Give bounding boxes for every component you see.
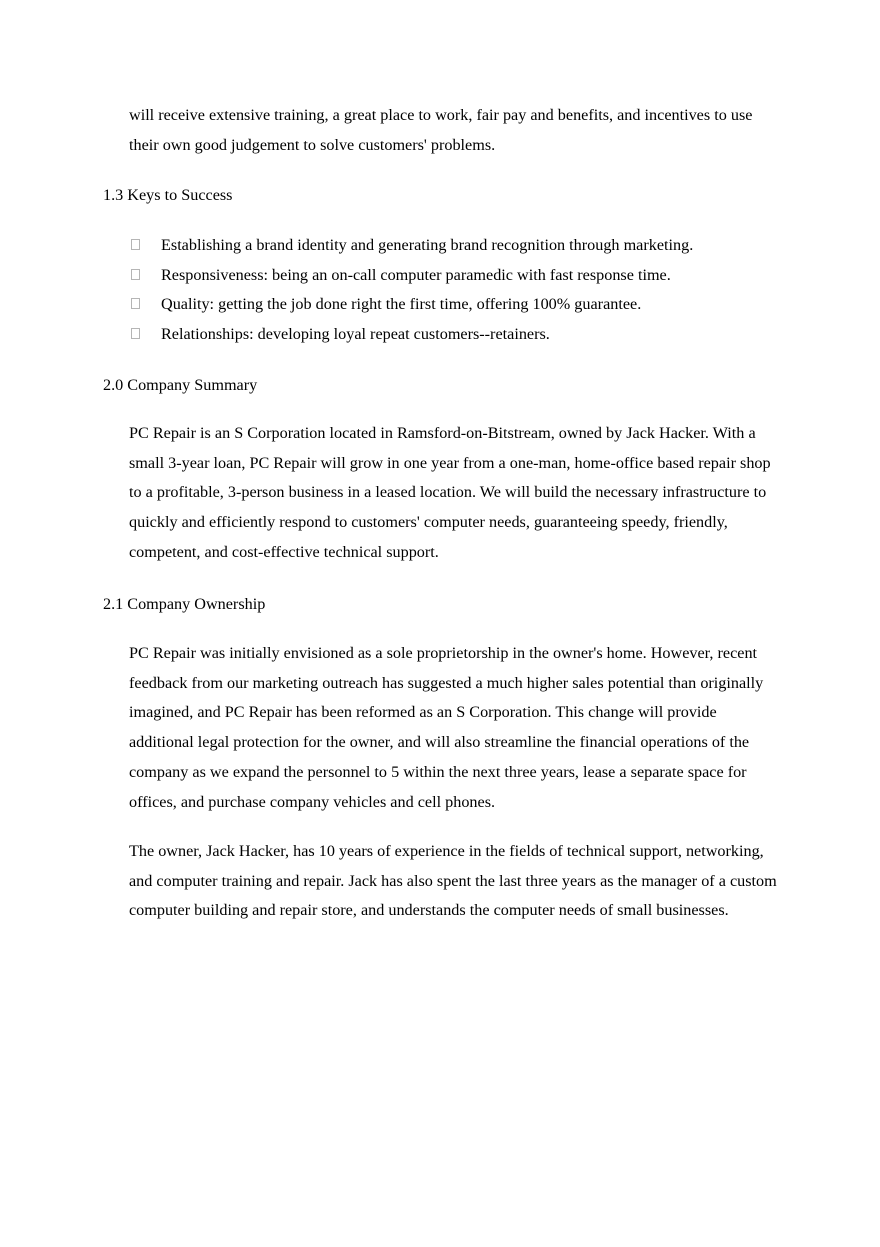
paragraph-line: computer building and repair store, and understands the computer needs of small businesses. (129, 901, 729, 920)
bullet-icon (131, 239, 140, 250)
paragraph-line: imagined, and PC Repair has been reformed as an S Corporation. This change will provide (129, 703, 717, 722)
paragraph-line: and computer training and repair. Jack has also spent the last three years as the manager of a custom (129, 871, 777, 890)
paragraph-line: feedback from our marketing outreach has suggested a much higher sales potential than originally (129, 673, 764, 692)
paragraph-line: offices, and purchase company vehicles and cell phones. (129, 792, 496, 811)
section-heading-company-ownership: 2.1 Company Ownership (103, 595, 266, 613)
paragraph-line: to a profitable, 3-person business in a leased location. We will build the necessary infrastructure to (129, 483, 767, 502)
paragraph-line: additional legal protection for the owner, and will also streamline the financial operations of the (129, 733, 750, 752)
keys-bullet-list (129, 234, 693, 353)
company-ownership-paragraph (129, 639, 829, 817)
bullet-icon (131, 298, 140, 309)
company-summary-paragraph (129, 419, 829, 568)
paragraph-line: PC Repair is an S Corporation located in Ramsford-on-Bitstream, owned by Jack Hacker. With a (129, 424, 756, 442)
section-heading-keys-to-success: 1.3 Keys to Success (103, 186, 233, 204)
paragraph-line: PC Repair was initially envisioned as a sole proprietorship in the owner's home. However, recent (129, 644, 758, 662)
bullet-icon (131, 328, 140, 339)
paragraph-line: competent, and cost-effective technical support. (129, 542, 439, 561)
list-item (129, 293, 693, 323)
list-item-text: Relationships: developing loyal repeat customers--retainers. (161, 325, 550, 344)
paragraph-line: their own good judgement to solve customers' problems. (129, 135, 496, 154)
list-item (129, 234, 693, 264)
paragraph-line: will receive extensive training, a great place to work, fair pay and benefits, and incentives to use (129, 106, 753, 124)
section-heading-company-summary: 2.0 Company Summary (103, 376, 258, 394)
list-item-text: Quality: getting the job done right the first time, offering 100% guarantee. (161, 295, 642, 314)
bullet-icon (131, 269, 140, 280)
list-item (129, 323, 693, 353)
paragraph-line: company as we expand the personnel to 5 within the next three years, lease a separate space for (129, 762, 747, 781)
owner-experience-paragraph (129, 837, 829, 926)
paragraph-line: quickly and efficiently respond to customers' computer needs, guaranteeing speedy, friendly, (129, 513, 728, 532)
paragraph-line: The owner, Jack Hacker, has 10 years of experience in the fields of technical support, networking, (129, 842, 764, 860)
list-item-text: Establishing a brand identity and generating brand recognition through marketing. (161, 236, 694, 254)
paragraph-line: small 3-year loan, PC Repair will grow in one year from a one-man, home-office based repair shop (129, 453, 771, 472)
list-item (129, 264, 693, 294)
list-item-text: Responsiveness: being an on-call computer paramedic with fast response time. (161, 265, 671, 284)
intro-paragraph (129, 101, 829, 160)
